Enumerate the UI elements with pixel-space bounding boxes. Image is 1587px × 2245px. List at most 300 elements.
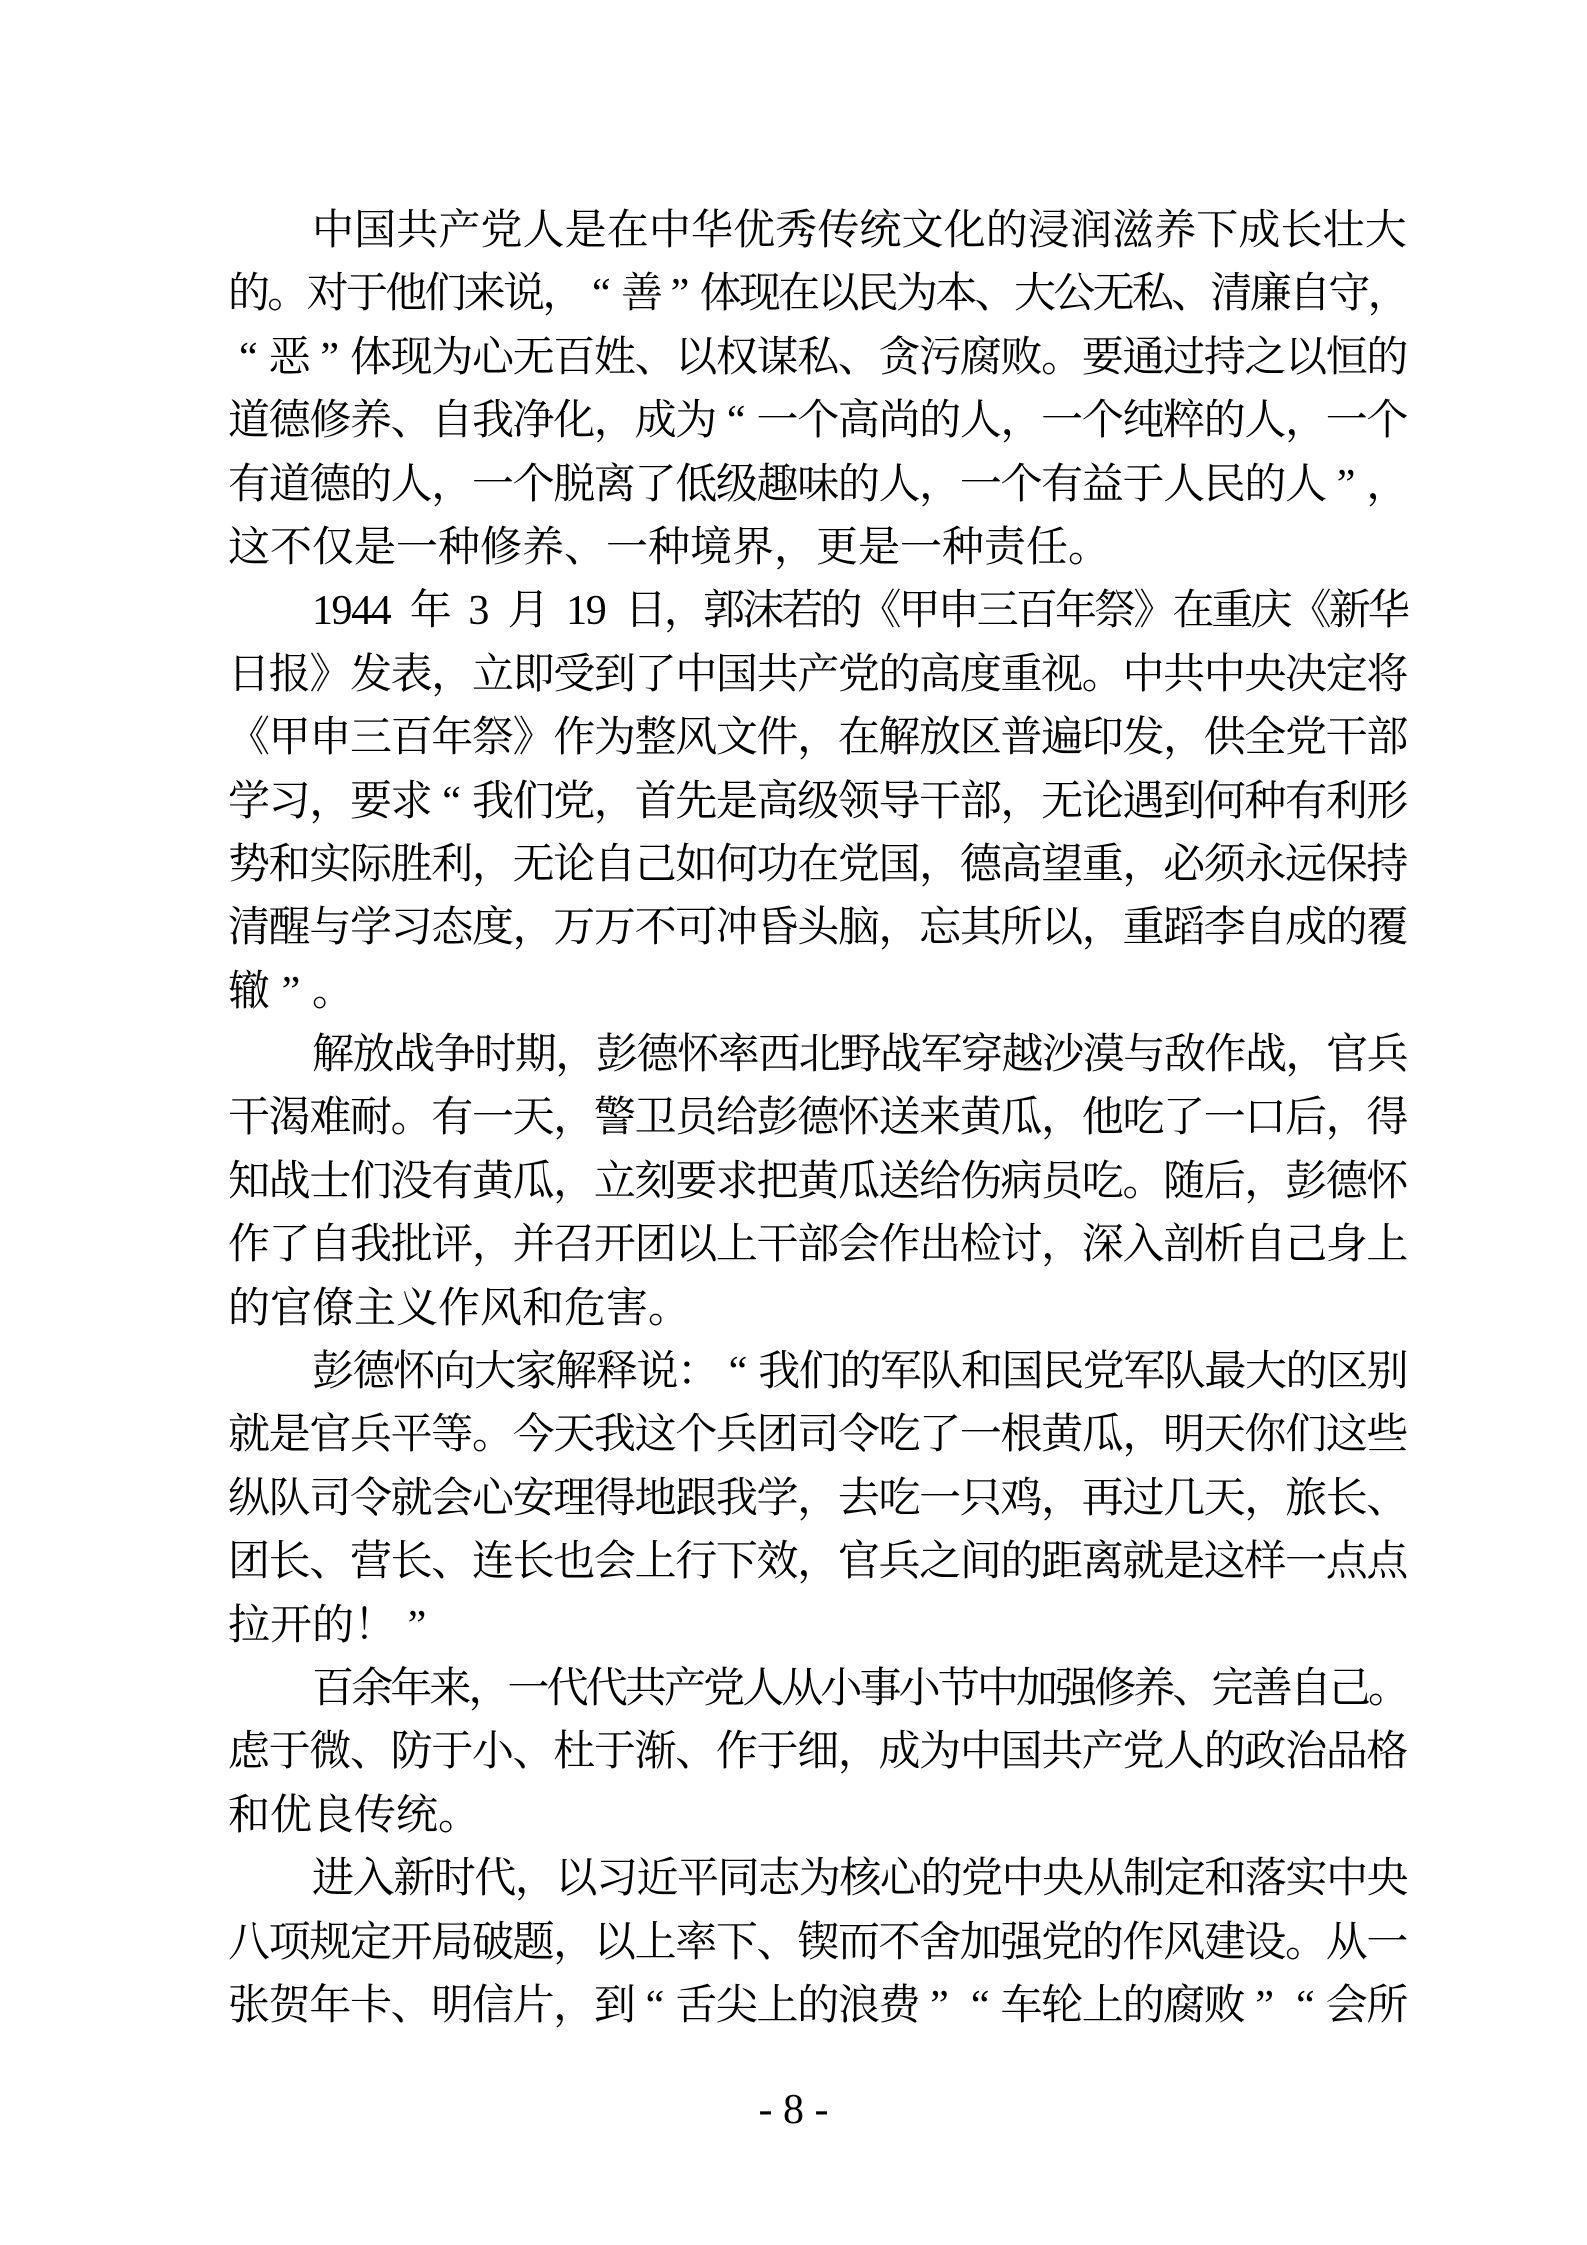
glyph: 率 [717, 1032, 760, 1079]
glyph: 冲 [715, 905, 758, 952]
glyph: 视 [1041, 651, 1084, 698]
glyph: 官 [1326, 1032, 1369, 1079]
glyph: 距 [1041, 1539, 1084, 1586]
glyph: 本 [935, 271, 978, 318]
glyph: 吃 [878, 1475, 921, 1522]
glyph: 行 [675, 1539, 718, 1586]
glyph [605, 580, 625, 643]
glyph: 开 [270, 1602, 313, 1649]
glyph: 的 [1122, 1982, 1165, 2029]
glyph: 求 [715, 1158, 758, 1205]
glyph: 的 [228, 1285, 271, 1332]
glyph: ， [471, 1222, 514, 1269]
glyph: 敌 [1163, 1032, 1206, 1079]
glyph: 界 [732, 524, 775, 571]
glyph: 粹 [1163, 398, 1206, 445]
glyph: 的 [1244, 461, 1287, 508]
glyph: 析 [1203, 1222, 1246, 1269]
glyph: 耐 [349, 1095, 392, 1142]
glyph: 无 [512, 334, 555, 381]
glyph: 李 [1203, 905, 1246, 952]
glyph: 、 [675, 1729, 718, 1776]
glyph: 党 [703, 1665, 746, 1712]
glyph: 黄 [797, 1158, 840, 1205]
glyph: 强 [1055, 1665, 1098, 1712]
glyph: 文 [901, 208, 944, 254]
glyph: 进 [312, 1856, 355, 1903]
glyph: 之 [1244, 334, 1287, 381]
text-line [228, 1595, 1407, 1658]
glyph: 长 [268, 1539, 311, 1586]
glyph: 下 [715, 1919, 758, 1966]
glyph: 点 [1325, 1539, 1368, 1586]
glyph: 身 [1325, 1222, 1368, 1269]
glyph: 作 [1122, 1919, 1165, 1966]
glyph: ， [774, 524, 817, 571]
glyph: ， [431, 651, 474, 698]
glyph: 一 [959, 1412, 1002, 1459]
glyph: 知 [228, 1158, 271, 1205]
glyph: 战 [268, 1158, 311, 1205]
glyph: 题 [512, 1919, 555, 1966]
glyph: 规 [309, 1919, 352, 1966]
glyph: 所 [1000, 905, 1043, 952]
glyph: 们 [349, 1158, 392, 1205]
glyph: 风 [675, 715, 718, 762]
glyph: 新 [393, 1856, 436, 1903]
glyph: 污 [919, 334, 962, 381]
glyph: ， [1325, 1095, 1368, 1142]
glyph: ， [512, 905, 555, 952]
glyph: ， [593, 778, 636, 825]
glyph: 净 [512, 398, 555, 445]
glyph: 习 [268, 778, 311, 825]
text-line [228, 1975, 1407, 2038]
glyph: 党 [837, 841, 880, 888]
glyph: 种 [438, 524, 481, 571]
glyph: 件 [756, 715, 799, 762]
glyph: 的 [1000, 1539, 1043, 1586]
glyph: 月 [507, 588, 550, 635]
glyph: 无 [512, 841, 555, 888]
glyph: 央 [1244, 651, 1287, 698]
glyph: 普 [1000, 715, 1043, 762]
glyph: 一 [396, 524, 439, 571]
glyph: 以 [555, 1856, 598, 1903]
glyph: 节 [937, 1665, 980, 1712]
glyph: 现 [390, 334, 433, 381]
glyph: 、 [1171, 271, 1214, 318]
glyph: 和 [228, 1792, 271, 1839]
glyph: 、 [390, 398, 433, 445]
glyph: ， [1244, 1158, 1287, 1205]
glyph: 求 [390, 778, 433, 825]
glyph: 警 [593, 1095, 636, 1142]
glyph: 人 [522, 208, 565, 254]
glyph: 百 [1015, 588, 1058, 635]
glyph: 就 [390, 1475, 433, 1522]
glyph: 给 [919, 1158, 962, 1205]
glyph: 可 [675, 905, 718, 952]
glyph: 1 [566, 588, 588, 635]
glyph: 自 [593, 841, 636, 888]
glyph: 种 [942, 524, 985, 571]
glyph: 。 [648, 1285, 691, 1332]
glyph: 养 [1154, 208, 1197, 254]
glyph: 文 [715, 715, 758, 762]
glyph: 的 [797, 1982, 840, 2029]
glyph: 口 [1244, 1095, 1287, 1142]
glyph: ， [553, 1095, 596, 1142]
glyph: 产 [1081, 1729, 1124, 1776]
glyph: 项 [268, 1919, 311, 1966]
glyph: 高 [756, 778, 799, 825]
glyph: 人 [878, 461, 921, 508]
glyph: 若 [781, 588, 824, 635]
glyph: 清 [228, 905, 271, 952]
glyph: 我 [593, 1412, 636, 1459]
glyph: 为 [919, 1729, 962, 1776]
glyph: 中 [1122, 651, 1165, 698]
glyph: 种 [648, 524, 691, 571]
glyph: 了 [919, 1412, 962, 1459]
glyph: 良 [312, 1792, 355, 1839]
glyph: 产 [797, 651, 840, 698]
glyph: 共 [756, 651, 799, 698]
glyph: 这 [1203, 1539, 1246, 1586]
glyph: 己 [1328, 1665, 1371, 1712]
glyph: 以 [593, 1919, 636, 1966]
glyph: 的 [878, 651, 921, 698]
glyph: 整 [634, 715, 677, 762]
glyph: 利 [1325, 778, 1368, 825]
glyph: 。 [390, 1095, 433, 1142]
glyph: 守 [1328, 271, 1371, 318]
glyph: 姓 [593, 334, 636, 381]
glyph: 司 [309, 1475, 352, 1522]
glyph: 越 [1001, 1032, 1044, 1079]
glyph: 这 [1325, 1412, 1368, 1459]
glyph: 队 [1163, 1349, 1206, 1396]
glyph: 养 [349, 398, 392, 445]
glyph: 向 [433, 1349, 476, 1396]
glyph: 司 [797, 1412, 840, 1459]
glyph: 战 [879, 1032, 922, 1079]
text-line [228, 1658, 1410, 1721]
glyph: 志 [758, 1856, 801, 1903]
glyph: 平 [677, 1856, 720, 1903]
glyph: 党 [837, 651, 880, 698]
glyph: 细 [797, 1729, 840, 1776]
glyph: 怀 [677, 1032, 720, 1079]
glyph: 一 [471, 461, 514, 508]
glyph: 共 [396, 208, 439, 254]
glyph: 持 [1203, 334, 1246, 381]
glyph: 干 [756, 1222, 799, 1269]
glyph: 落 [1244, 1856, 1287, 1903]
glyph: 。 [312, 968, 355, 1015]
glyph: 善 [1250, 1665, 1293, 1712]
glyph: 黄 [959, 1095, 1002, 1142]
glyph: 化 [943, 208, 986, 254]
glyph: 日 [624, 588, 667, 635]
glyph: 、 [1366, 1475, 1409, 1522]
glyph: 、 [1172, 1665, 1215, 1712]
glyph: 作 [438, 1285, 481, 1332]
glyph: 中 [976, 1665, 1019, 1712]
glyph: 小 [820, 1665, 863, 1712]
text-line [228, 834, 1407, 897]
glyph: ， [555, 1032, 598, 1079]
glyph: 微 [309, 1729, 352, 1776]
glyph: ， [1244, 1475, 1287, 1522]
glyph: 人 [1163, 461, 1206, 508]
glyph: 任 [1026, 524, 1069, 571]
glyph: 、 [390, 1982, 433, 2029]
glyph: 甲 [268, 715, 311, 762]
glyph: ， [797, 1539, 840, 1586]
glyph: 国 [354, 208, 397, 254]
glyph: 平 [390, 1412, 433, 1459]
glyph: 中 [959, 1729, 1002, 1776]
glyph: ！ [354, 1602, 397, 1649]
glyph: 了 [634, 651, 677, 698]
glyph: 壮 [1322, 208, 1365, 254]
glyph: 。 [1081, 651, 1124, 698]
text-line [228, 1024, 1407, 1087]
glyph: 人 [390, 461, 433, 508]
glyph: 以 [1041, 905, 1084, 952]
glyph: 的 [349, 461, 392, 508]
glyph: 德 [959, 841, 1002, 888]
glyph: 德 [636, 1032, 679, 1079]
glyph: 央 [1366, 1856, 1409, 1903]
glyph: 受 [553, 651, 596, 698]
glyph: 与 [309, 905, 352, 952]
glyph: 的 [312, 1602, 355, 1649]
text-line [228, 707, 1407, 770]
glyph: 治 [1285, 1729, 1328, 1776]
glyph: 有 [1041, 461, 1084, 508]
glyph: 来 [429, 1665, 472, 1712]
glyph: 等 [431, 1412, 474, 1459]
glyph: 是 [268, 1412, 311, 1459]
glyph: 害 [606, 1285, 649, 1332]
glyph: 将 [1366, 651, 1409, 698]
glyph: 庆 [1250, 588, 1293, 635]
text-line [228, 200, 1407, 263]
glyph: 瓜 [837, 1158, 880, 1205]
glyph: 德 [352, 1349, 395, 1396]
glyph: 即 [512, 651, 555, 698]
glyph: 于 [756, 1729, 799, 1776]
glyph: 给 [715, 1095, 758, 1142]
glyph: 定 [1325, 651, 1368, 698]
glyph: 就 [1122, 1539, 1165, 1586]
glyph: 病 [1000, 1158, 1043, 1205]
glyph: 一 [959, 461, 1002, 508]
glyph: 评 [431, 1222, 474, 1269]
glyph: 渐 [634, 1729, 677, 1776]
glyph: 也 [553, 1539, 596, 1586]
glyph: 争 [433, 1032, 476, 1079]
glyph: 党 [553, 778, 596, 825]
glyph: 秀 [775, 208, 818, 254]
glyph: 的 [985, 208, 1028, 254]
glyph: 三 [349, 715, 392, 762]
glyph: ， [431, 461, 474, 508]
glyph: 的 [1325, 905, 1368, 952]
glyph: 士 [309, 1158, 352, 1205]
glyph: 我 [471, 398, 514, 445]
glyph: 高 [837, 398, 880, 445]
glyph: 设 [1244, 1919, 1287, 1966]
glyph: 要 [1081, 334, 1124, 381]
glyph: 核 [839, 1856, 882, 1903]
glyph: 于 [593, 1729, 636, 1776]
glyph: 覆 [1366, 905, 1409, 952]
glyph: 百 [312, 1665, 355, 1712]
glyph: 华 [1367, 588, 1410, 635]
glyph: 体 [699, 271, 742, 318]
glyph: 令 [837, 1412, 880, 1459]
glyph: 要 [675, 1158, 718, 1205]
glyph: 渴 [268, 1095, 311, 1142]
glyph: 彭 [312, 1349, 355, 1396]
glyph: 滋 [1112, 208, 1155, 254]
text-line [228, 1721, 1407, 1784]
glyph: 党 [1122, 1729, 1165, 1776]
glyph: 一 [606, 524, 649, 571]
text-line [228, 1087, 1407, 1150]
text-line [228, 1912, 1407, 1975]
glyph: 跟 [675, 1475, 718, 1522]
glyph: 、 [309, 1539, 352, 1586]
glyph: 只 [959, 1475, 1002, 1522]
glyph: 是 [1163, 1539, 1206, 1586]
glyph: 虑 [228, 1729, 271, 1776]
glyph: 善 [620, 271, 663, 318]
glyph: 永 [1244, 841, 1287, 888]
glyph: 以 [675, 1222, 718, 1269]
text-line [228, 454, 1407, 517]
glyph: 放 [919, 715, 962, 762]
glyph: ， [837, 1729, 880, 1776]
glyph: 到 [1163, 778, 1206, 825]
glyph: 加 [959, 1919, 1002, 1966]
glyph: 年 [309, 1982, 352, 2029]
glyph: 成 [878, 1729, 921, 1776]
glyph: 导 [878, 778, 921, 825]
glyph: 私 [797, 334, 840, 381]
glyph: 一 [756, 398, 799, 445]
glyph: 在 [837, 715, 880, 762]
glyph: 蹈 [1163, 905, 1206, 952]
glyph: 卡 [349, 1982, 392, 2029]
glyph: 了 [634, 461, 677, 508]
glyph: 近 [636, 1856, 679, 1903]
glyph: 一 [1041, 398, 1084, 445]
glyph: 习 [595, 1856, 638, 1903]
glyph: 年 [1054, 588, 1097, 635]
glyph: 干 [228, 1095, 271, 1142]
glyph: ， [542, 271, 585, 318]
glyph: 来 [463, 271, 506, 318]
glyph: 部 [797, 1222, 840, 1269]
glyph: 信 [471, 1982, 514, 2029]
glyph: 杜 [553, 1729, 596, 1776]
glyph: 《 [859, 588, 902, 635]
glyph: ， [514, 1856, 557, 1903]
glyph: 体 [349, 334, 392, 381]
glyph: 员 [675, 1095, 718, 1142]
glyph: 张 [228, 1982, 271, 2029]
glyph: 恶 [268, 334, 311, 381]
glyph: 们 [1285, 1412, 1328, 1459]
glyph: 《 [1289, 588, 1332, 635]
glyph: 和 [268, 841, 311, 888]
glyph: 地 [634, 1475, 677, 1522]
glyph: 己 [634, 841, 677, 888]
glyph: 中 [1203, 651, 1246, 698]
glyph: 代 [474, 1856, 517, 1903]
glyph: 学 [349, 905, 392, 952]
glyph: 中 [1326, 1856, 1369, 1903]
glyph: 于 [345, 271, 388, 318]
glyph: 何 [715, 841, 758, 888]
glyph: 道 [268, 461, 311, 508]
glyph: 会 [837, 1222, 880, 1269]
glyph: 级 [715, 461, 758, 508]
glyph: 无 [1041, 778, 1084, 825]
glyph: 党 [1041, 1919, 1084, 1966]
glyph: ， [593, 398, 636, 445]
glyph: 成 [634, 398, 677, 445]
glyph: 人 [1163, 1729, 1206, 1776]
glyph: 我 [715, 1475, 758, 1522]
glyph: 修 [480, 524, 523, 571]
glyph: 的 [228, 271, 271, 318]
glyph: 学 [756, 1475, 799, 1522]
glyph: 政 [1244, 1729, 1287, 1776]
glyph: 尖 [715, 1982, 758, 2029]
glyph: 今 [512, 1412, 555, 1459]
text-line [228, 1468, 1407, 1531]
glyph: 黄 [471, 1158, 514, 1205]
glyph: 。 [1367, 1665, 1410, 1712]
glyph: 优 [270, 1792, 313, 1839]
glyph: 表 [390, 651, 433, 698]
page-number: - 8 - [758, 2087, 829, 2133]
glyph: 通 [1122, 334, 1165, 381]
glyph: 印 [1081, 715, 1124, 762]
glyph: 作 [228, 1222, 271, 1269]
glyph: 申 [937, 588, 980, 635]
glyph: 战 [393, 1032, 436, 1079]
glyph: ， [553, 1919, 596, 1966]
glyph: 贺 [268, 1982, 311, 2029]
glyph: 在 [778, 271, 821, 318]
text-line [228, 644, 1407, 707]
glyph: 润 [1069, 208, 1112, 254]
glyph: 国 [715, 651, 758, 698]
glyph: 为 [798, 1856, 841, 1903]
glyph: 天 [553, 1412, 596, 1459]
glyph: 、 [756, 1919, 799, 1966]
glyph: 大 [1013, 271, 1056, 318]
glyph: 样 [1244, 1539, 1287, 1586]
glyph: 贪 [878, 334, 921, 381]
